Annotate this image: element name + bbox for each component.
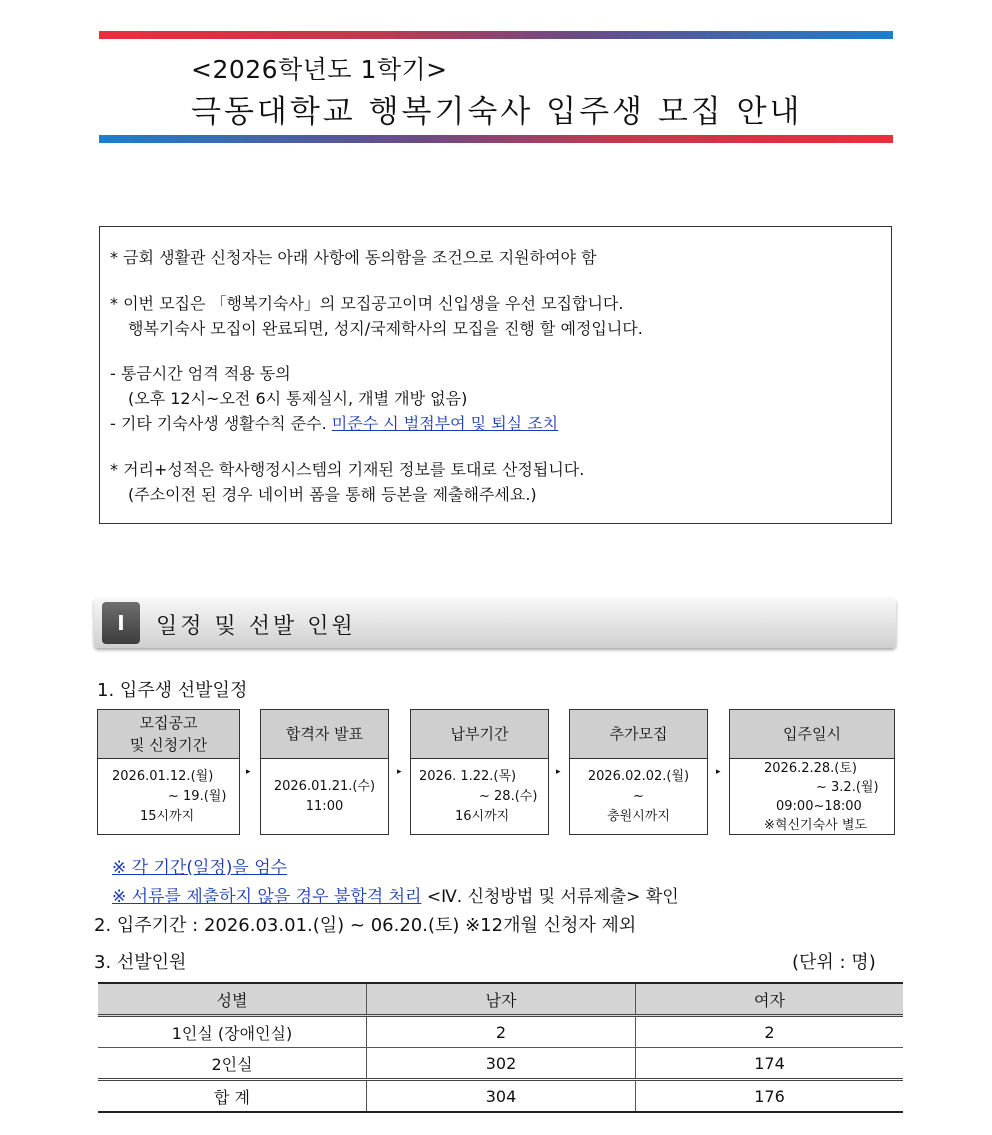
arrow-icon: ▸	[397, 767, 402, 777]
notice-line: 행복기숙사 모집이 완료되면, 성지/국제학사의 모집을 진행 할 예정입니다.	[128, 319, 643, 338]
room-type: 2인실	[98, 1048, 367, 1080]
document-title: 극동대학교 행복기숙사 입주생 모집 안내	[191, 94, 803, 130]
male-count: 302	[367, 1048, 636, 1080]
step-title: 납부기간	[411, 710, 548, 759]
note-line	[112, 853, 287, 878]
unit-label: (단위 : 명)	[792, 952, 876, 973]
note-documents: ※ 서류를 제출하지 않을 경우 불합격 처리	[112, 887, 422, 907]
female-count: 174	[636, 1048, 904, 1080]
document-subtitle: <2026학년도 1학기>	[191, 55, 448, 84]
section-header	[94, 598, 896, 648]
notice-line: (주소이전 된 경우 네이버 폼을 통해 등본을 제출해주세요.)	[128, 485, 537, 504]
room-type: 1인실 (장애인실)	[98, 1016, 367, 1048]
total-label: 합 계	[98, 1080, 367, 1113]
male-total: 304	[367, 1080, 636, 1113]
arrow-icon: ▸	[246, 767, 251, 777]
notice-text: - 기타 기숙사생 생활수칙 준수.	[110, 414, 332, 433]
step-title: 추가모집	[570, 710, 707, 759]
step-body: 2026.01.12.(월) ~ 19.(월) 15시까지	[112, 769, 227, 824]
col-header: 여자	[636, 983, 904, 1016]
residence-period: 2. 입주기간 : 2026.03.01.(일) ~ 06.20.(토) ※12개월 신청자 제외	[94, 915, 637, 936]
arrow-icon: ▸	[556, 767, 561, 777]
schedule-step	[569, 709, 708, 835]
schedule-step	[97, 709, 240, 835]
note-line	[112, 882, 679, 907]
step-body: 2026.02.02.(월) ~ 충원시까지	[587, 769, 690, 824]
female-total: 176	[636, 1080, 904, 1113]
header-bar-top	[99, 31, 893, 39]
arrow-icon: ▸	[716, 767, 721, 777]
table-row	[98, 1016, 903, 1048]
table-row	[98, 1048, 903, 1080]
notice-box	[99, 226, 892, 524]
schedule-step	[260, 709, 389, 835]
notice-line: * 금회 생활관 신청자는 아래 사항에 동의함을 조건으로 지원하여야 함	[110, 248, 597, 267]
col-header: 남자	[367, 983, 636, 1016]
col-header: 성별	[98, 983, 367, 1016]
section-number: I	[102, 602, 140, 644]
header-bar-bottom	[99, 135, 893, 143]
selection-heading: 3. 선발인원	[94, 952, 187, 973]
step-body: 2026.2.28.(토) ~ 3.2.(월) 09:00~18:00 ※혁신기숙사 별도	[764, 761, 879, 833]
schedule-step	[410, 709, 549, 835]
notice-line	[110, 411, 558, 436]
notice-line: - 통금시간 엄격 적용 동의	[110, 364, 291, 383]
schedule-step	[729, 709, 895, 835]
selection-table	[98, 982, 903, 1113]
step-body: 2026.01.21.(수) 11:00	[273, 779, 376, 814]
penalty-link[interactable]: 미준수 시 벌점부여 및 퇴실 조치	[331, 414, 559, 433]
table-header-row	[98, 983, 903, 1016]
section-title: 일정 및 선발 인원	[156, 614, 356, 639]
male-count: 2	[367, 1016, 636, 1048]
table-total-row	[98, 1080, 903, 1113]
step-title: 입주일시	[730, 710, 894, 759]
note-deadline: ※ 각 기간(일정)을 엄수	[112, 858, 288, 878]
step-title: 합격자 발표	[261, 710, 388, 759]
notice-line: * 거리+성적은 학사행정시스템의 기재된 정보를 토대로 산정됩니다.	[110, 460, 585, 479]
female-count: 2	[636, 1016, 904, 1048]
schedule-heading: 1. 입주생 선발일정	[97, 680, 248, 701]
step-body: 2026. 1.22.(목) ~ 28.(수) 16시까지	[419, 769, 538, 824]
notice-line: * 이번 모집은 「행복기숙사」의 모집공고이며 신입생을 우선 모집합니다.	[110, 294, 624, 313]
step-title: 모집공고 및 신청기간	[98, 710, 239, 759]
note-reference: <Ⅳ. 신청방법 및 서류제출> 확인	[421, 887, 679, 907]
notice-line: (오후 12시~오전 6시 통제실시, 개별 개방 없음)	[128, 389, 468, 408]
